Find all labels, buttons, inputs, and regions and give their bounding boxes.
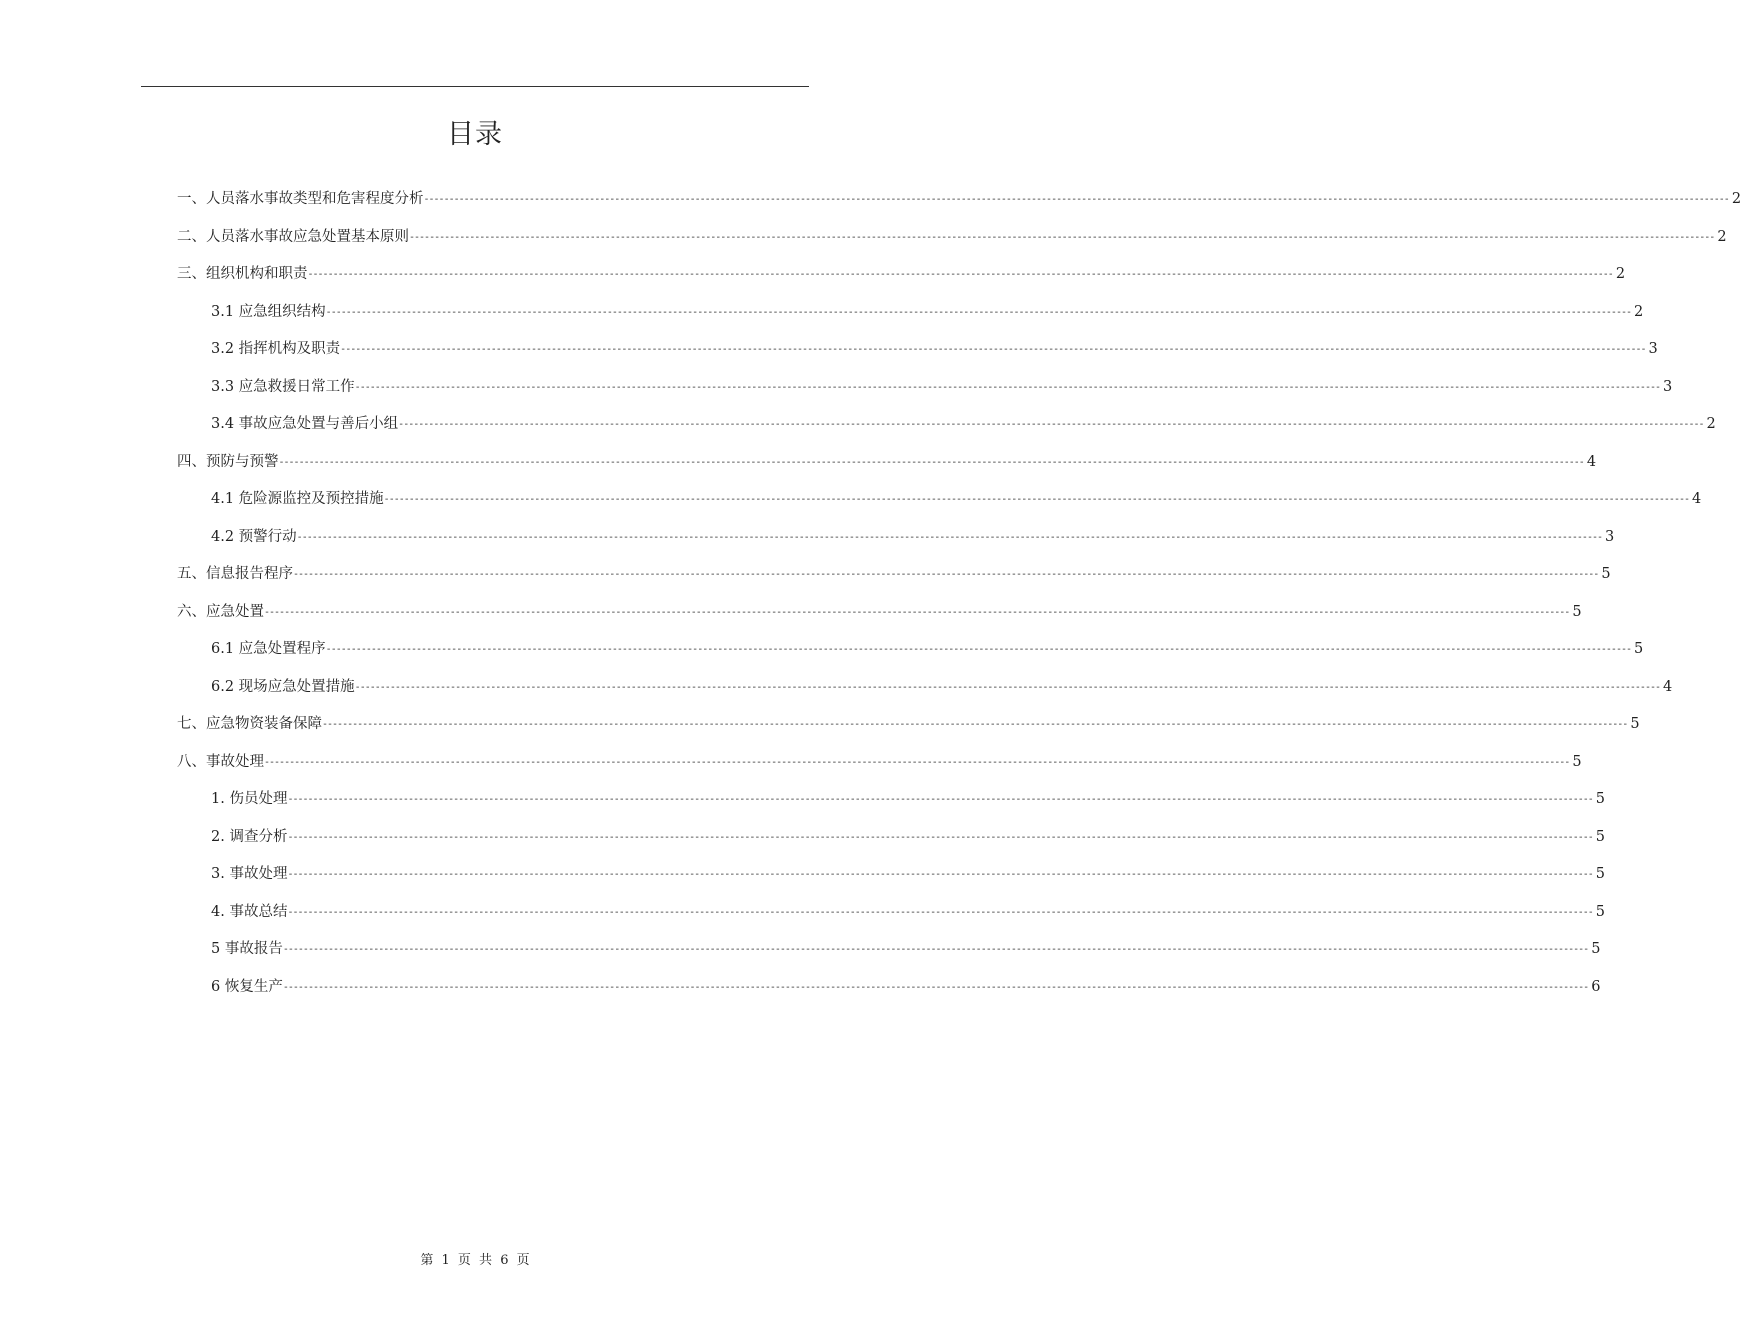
toc-entry[interactable]: [177, 451, 1597, 471]
toc-entry[interactable]: [211, 976, 1601, 996]
toc-dot-leader: --------------------------------------------------------------------------------------------------------------------------------------------------------------------------------------------------------------------------------------------------------------------: [287, 794, 1593, 805]
toc-entry[interactable]: [211, 488, 1702, 508]
toc-dot-leader: --------------------------------------------------------------------------------------------------------------------------------------------------------------------------------------------------------------------------------------------------------------------: [293, 569, 1599, 580]
toc-entry[interactable]: [211, 638, 1644, 658]
toc-entry-page: 2: [1717, 228, 1727, 245]
toc-entry-page: 5: [1572, 753, 1582, 770]
toc-entry[interactable]: [211, 938, 1601, 958]
toc-entry-label: 五、信息报告程序: [177, 566, 293, 582]
toc-entry-label: 4.1 危险源监控及预控措施: [211, 491, 384, 507]
toc-entry[interactable]: [211, 788, 1606, 808]
toc-entry-page: 2: [1615, 266, 1626, 282]
toc-entry-label: 4. 事故总结: [211, 903, 288, 920]
toc-dot-leader: --------------------------------------------------------------------------------------------------------------------------------------------------------------------------------------------------------------------------------------------------------------------: [409, 231, 1715, 243]
toc-entry-page: 4: [1663, 678, 1673, 695]
toc-dot-leader: --------------------------------------------------------------------------------------------------------------------------------------------------------------------------------------------------------------------------------------------------------------------: [296, 531, 1603, 543]
toc-dot-leader: --------------------------------------------------------------------------------------------------------------------------------------------------------------------------------------------------------------------------------------------------------------------: [340, 344, 1646, 355]
toc-entry[interactable]: [211, 901, 1606, 921]
toc-entry-label: 2. 调查分析: [211, 828, 288, 845]
toc-entry[interactable]: [211, 413, 1716, 433]
toc-entry[interactable]: [211, 826, 1606, 846]
toc-dot-leader: --------------------------------------------------------------------------------------------------------------------------------------------------------------------------------------------------------------------------------------------------------------------: [354, 381, 1661, 393]
toc-entry[interactable]: [211, 676, 1673, 696]
toc-dot-leader: --------------------------------------------------------------------------------------------------------------------------------------------------------------------------------------------------------------------------------------------------------------------: [325, 644, 1632, 655]
toc-entry[interactable]: [177, 601, 1582, 621]
toc-entry-label: 6 恢复生产: [211, 978, 283, 995]
toc-entry[interactable]: [177, 263, 1626, 283]
toc-entry-page: 5: [1634, 641, 1644, 657]
toc-entry[interactable]: [211, 526, 1615, 546]
toc-entry-label: 四、预防与预警: [177, 453, 279, 470]
toc-dot-leader: --------------------------------------------------------------------------------------------------------------------------------------------------------------------------------------------------------------------------------------------------------------------: [287, 831, 1593, 843]
toc-entry-label: 1. 伤员处理: [211, 791, 288, 807]
toc-entry-label: 二、人员落水事故应急处置基本原则: [177, 228, 409, 245]
toc-entry-page: 5: [1630, 716, 1640, 732]
toc-entry[interactable]: [211, 301, 1644, 321]
toc-entry[interactable]: [211, 376, 1673, 396]
toc-entry-label: 六、应急处置: [177, 603, 264, 620]
toc-entry-label: 三、组织机构和职责: [177, 266, 308, 282]
toc-entry-page: 5: [1595, 866, 1606, 882]
toc-dot-leader: --------------------------------------------------------------------------------------------------------------------------------------------------------------------------------------------------------------------------------------------------------------------: [354, 681, 1661, 693]
toc-entry-label: 3.1 应急组织结构: [211, 303, 326, 320]
toc-entry-page: 2: [1634, 303, 1644, 320]
toc-dot-leader: --------------------------------------------------------------------------------------------------------------------------------------------------------------------------------------------------------------------------------------------------------------------: [278, 456, 1584, 468]
toc-dot-leader: --------------------------------------------------------------------------------------------------------------------------------------------------------------------------------------------------------------------------------------------------------------------: [287, 869, 1593, 880]
toc-entry-label: 3.2 指挥机构及职责: [211, 341, 341, 357]
toc-dot-leader: --------------------------------------------------------------------------------------------------------------------------------------------------------------------------------------------------------------------------------------------------------------------: [287, 906, 1593, 918]
toc-dot-leader: --------------------------------------------------------------------------------------------------------------------------------------------------------------------------------------------------------------------------------------------------------------------: [322, 719, 1628, 730]
toc-entry-label: 5 事故报告: [211, 941, 283, 957]
toc-entry-label: 一、人员落水事故类型和危害程度分析: [177, 191, 424, 207]
toc-title: 目录: [447, 119, 503, 150]
toc-dot-leader: --------------------------------------------------------------------------------------------------------------------------------------------------------------------------------------------------------------------------------------------------------------------: [398, 419, 1704, 430]
toc-entry-label: 七、应急物资装备保障: [177, 716, 322, 732]
toc-entry-page: 3: [1605, 528, 1615, 545]
toc-entry[interactable]: [177, 713, 1640, 733]
toc-entry-page: 2: [1706, 416, 1716, 432]
toc-entry-page: 4: [1586, 453, 1597, 470]
toc-dot-leader: --------------------------------------------------------------------------------------------------------------------------------------------------------------------------------------------------------------------------------------------------------------------: [307, 269, 1613, 280]
toc-entry-page: 5: [1591, 941, 1601, 957]
toc-entry-label: 3.4 事故应急处置与善后小组: [211, 416, 399, 432]
toc-entry[interactable]: [177, 751, 1582, 771]
toc-dot-leader: --------------------------------------------------------------------------------------------------------------------------------------------------------------------------------------------------------------------------------------------------------------------: [423, 194, 1729, 205]
toc-entry-page: 5: [1572, 603, 1582, 620]
toc-entry-label: 4.2 预警行动: [211, 528, 297, 545]
toc-dot-leader: --------------------------------------------------------------------------------------------------------------------------------------------------------------------------------------------------------------------------------------------------------------------: [383, 494, 1690, 505]
toc-entry[interactable]: [211, 338, 1658, 358]
toc-entry-page: 5: [1595, 791, 1606, 807]
toc-entry-page: 3: [1663, 378, 1673, 395]
toc-entry[interactable]: [177, 188, 1741, 208]
toc-entry-page: 3: [1648, 341, 1658, 357]
page-footer: 第 1 页 共 6 页: [420, 1253, 530, 1268]
toc-entry-label: 6.2 现场应急处置措施: [211, 678, 355, 695]
toc-entry-label: 6.1 应急处置程序: [211, 641, 326, 657]
toc-dot-leader: --------------------------------------------------------------------------------------------------------------------------------------------------------------------------------------------------------------------------------------------------------------------: [264, 606, 1570, 618]
toc-entry-page: 5: [1595, 828, 1606, 845]
toc-entry-label: 3.3 应急救援日常工作: [211, 378, 355, 395]
toc-entry-page: 4: [1692, 491, 1702, 507]
toc-entry[interactable]: [177, 226, 1727, 246]
toc-entry[interactable]: [177, 563, 1611, 583]
toc-dot-leader: --------------------------------------------------------------------------------------------------------------------------------------------------------------------------------------------------------------------------------------------------------------------: [282, 944, 1589, 955]
toc-dot-leader: --------------------------------------------------------------------------------------------------------------------------------------------------------------------------------------------------------------------------------------------------------------------: [325, 306, 1632, 318]
toc-dot-leader: --------------------------------------------------------------------------------------------------------------------------------------------------------------------------------------------------------------------------------------------------------------------: [264, 756, 1570, 768]
toc-entry-label: 八、事故处理: [177, 753, 264, 770]
toc-entry-label: 3. 事故处理: [211, 866, 288, 882]
toc-entry-page: 5: [1595, 903, 1606, 920]
toc-dot-leader: --------------------------------------------------------------------------------------------------------------------------------------------------------------------------------------------------------------------------------------------------------------------: [282, 981, 1589, 993]
toc-entry[interactable]: [211, 863, 1606, 883]
toc-entry-page: 6: [1591, 978, 1601, 995]
toc-entry-page: 2: [1731, 191, 1741, 207]
toc-entry-page: 5: [1601, 566, 1611, 582]
